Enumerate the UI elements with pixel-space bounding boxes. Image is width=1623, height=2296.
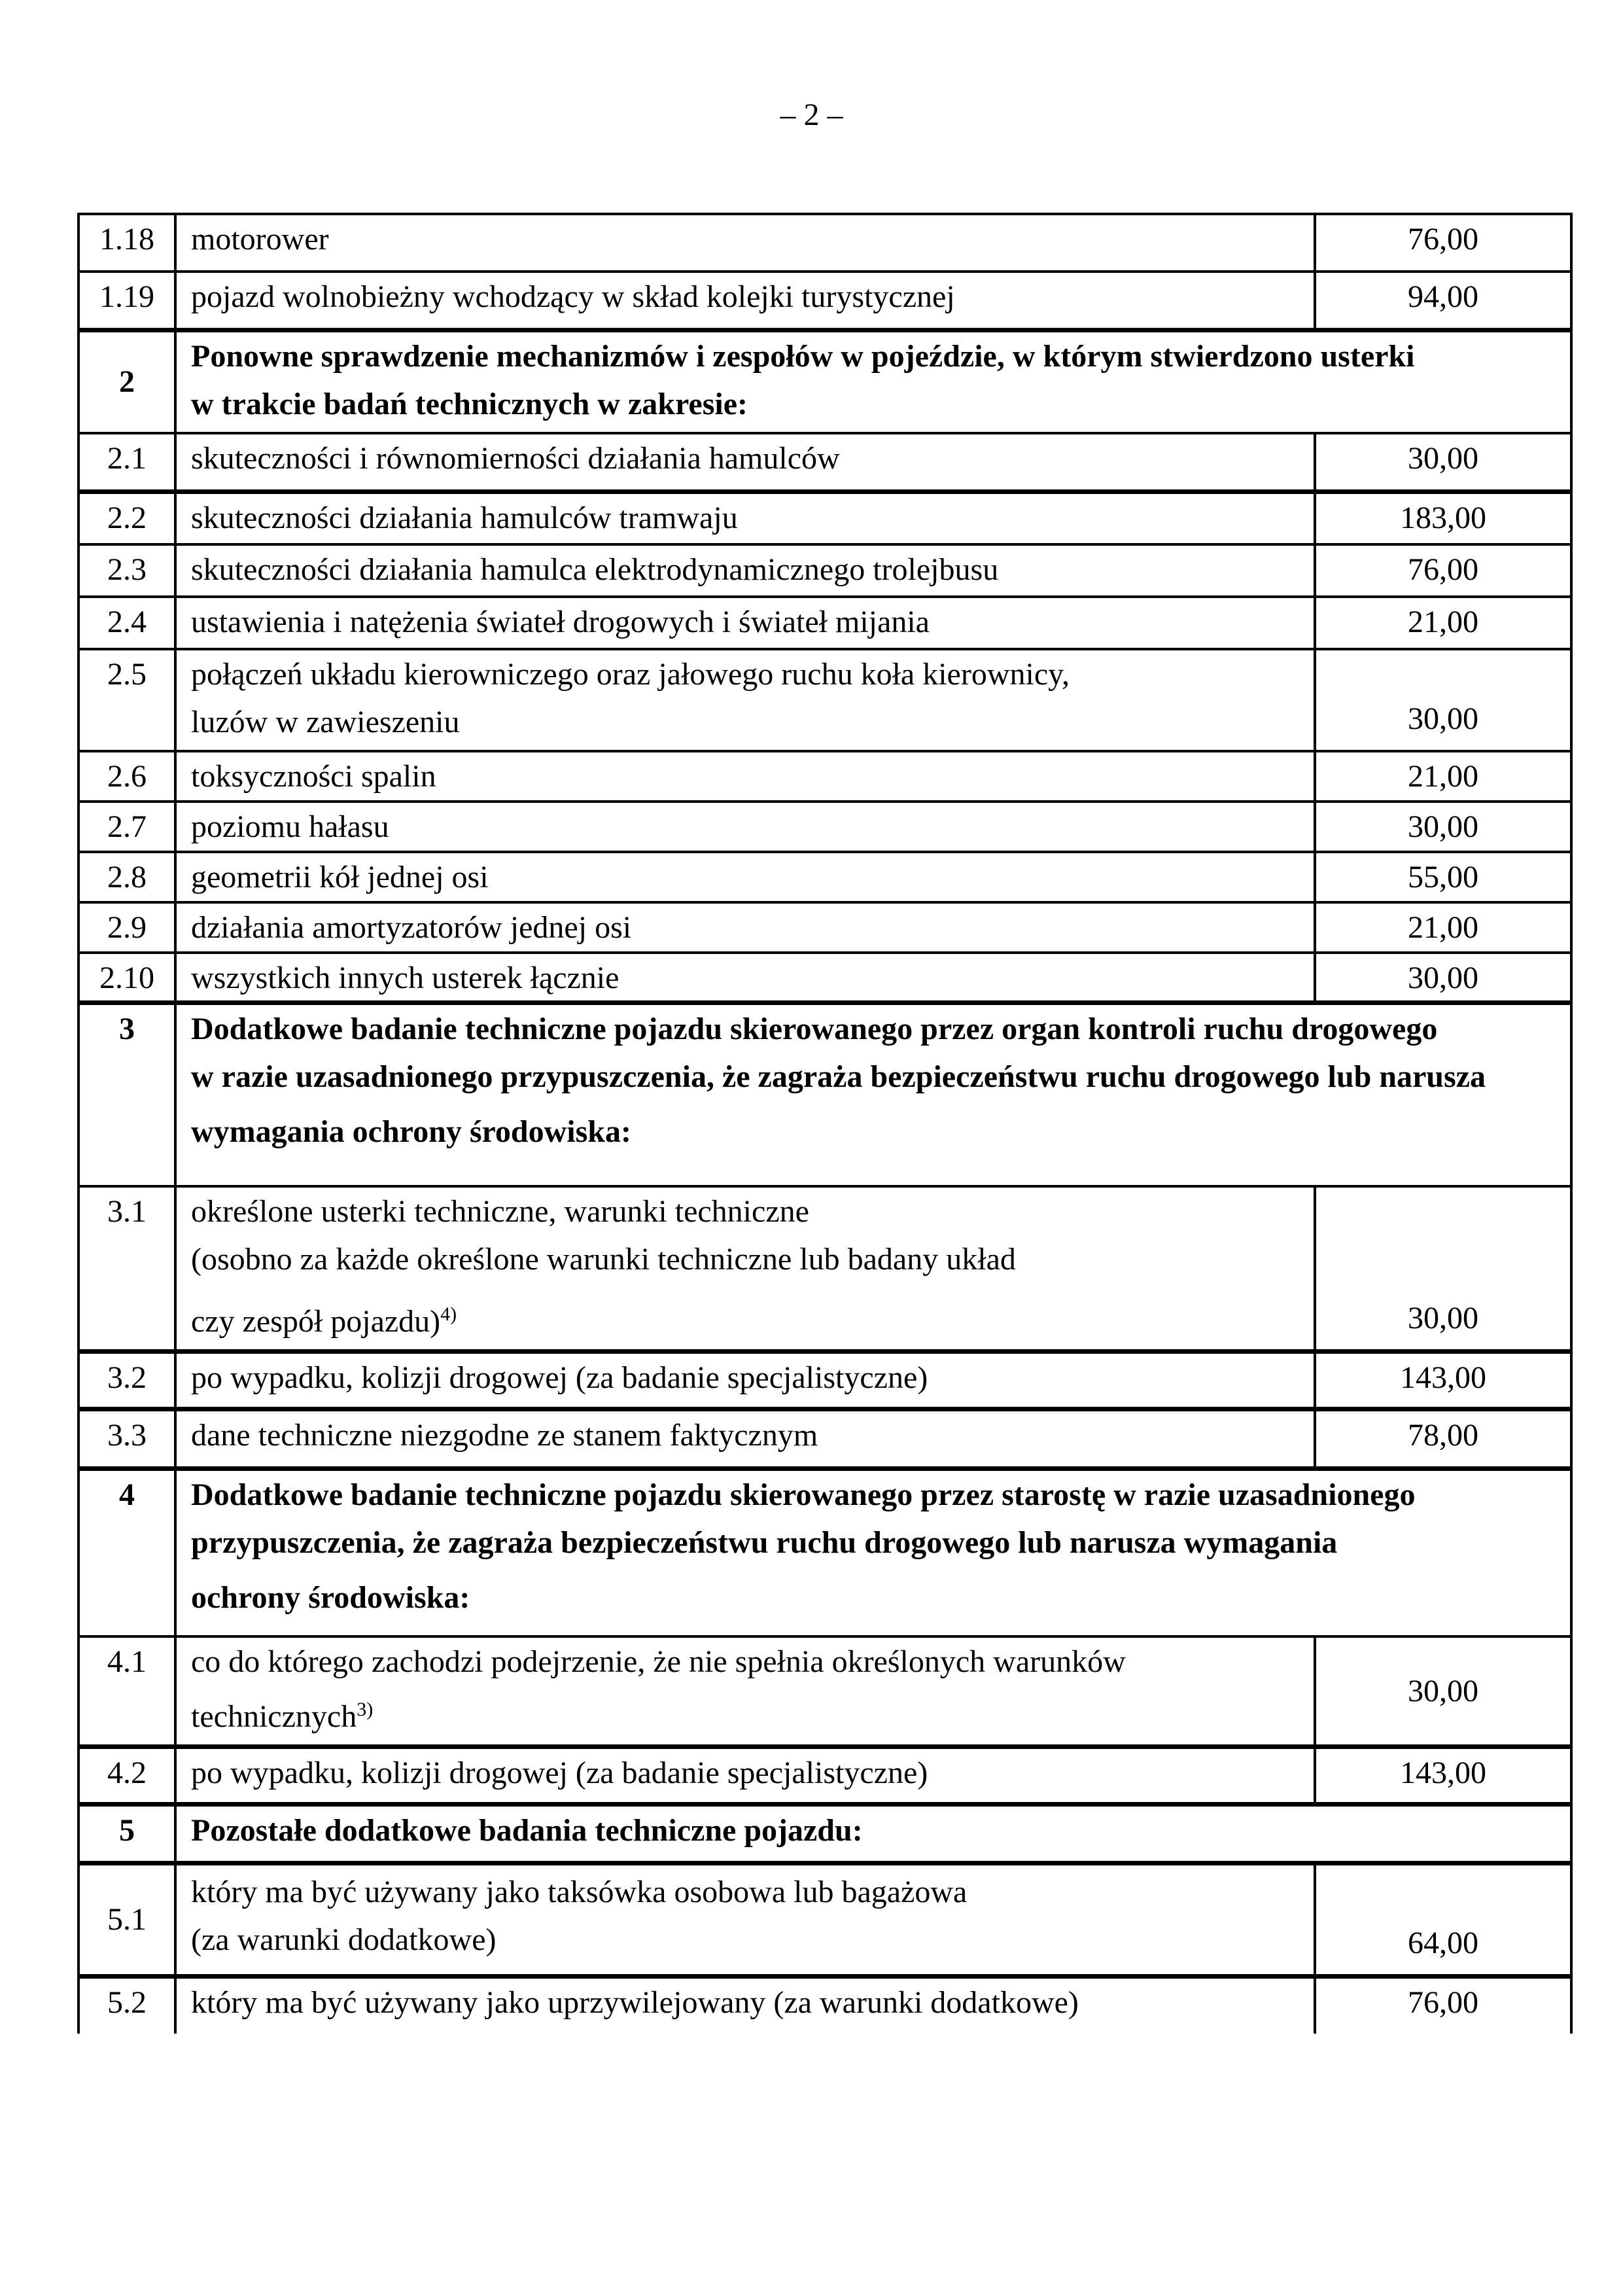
row-fee: 78,00 — [1315, 1409, 1571, 1468]
row-description: połączeń układu kierowniczego oraz jałowego ruchu koła kierownicy, luzów w zawieszeniu — [175, 649, 1315, 751]
row-description: ustawienia i natężenia świateł drogowych i świateł mijania — [175, 597, 1315, 649]
row-description: Dodatkowe badanie techniczne pojazdu skierowanego przez organ kontroli ruchu drogowego w razie uzasadnionego przypuszczenia, że zagraża bezpieczeństwu ruchu drogowego lub narusza wymagania ochrony środowiska: — [175, 1003, 1571, 1186]
table-row-2-5 — [79, 649, 1571, 751]
row-number: 2.1 — [79, 433, 175, 492]
table-row-1-18 — [79, 214, 1571, 272]
table-row-2-4 — [79, 597, 1571, 649]
row-description: działania amortyzatorów jednej osi — [175, 902, 1315, 953]
row-number: 1.18 — [79, 214, 175, 272]
table-row-5-1 — [79, 1863, 1571, 1977]
row-number: 3.3 — [79, 1409, 175, 1468]
table-row-2-6 — [79, 751, 1571, 802]
row-number: 4.2 — [79, 1747, 175, 1805]
row-fee: 30,00 — [1315, 1186, 1571, 1352]
row-fee: 21,00 — [1315, 597, 1571, 649]
row-number: 2 — [79, 330, 175, 433]
fees-table — [77, 213, 1573, 2034]
row-description: po wypadku, kolizji drogowej (za badanie specjalistyczne) — [175, 1351, 1315, 1409]
table-row-1-19 — [79, 272, 1571, 330]
row-description: poziomu hałasu — [175, 802, 1315, 852]
table-row-2-9 — [79, 902, 1571, 953]
table-row-3-1 — [79, 1186, 1571, 1352]
row-fee: 30,00 — [1315, 1636, 1571, 1747]
row-number: 3.2 — [79, 1351, 175, 1409]
row-number: 2.6 — [79, 751, 175, 802]
row-description: który ma być używany jako taksówka osobowa lub bagażowa (za warunki dodatkowe) — [175, 1863, 1315, 1977]
row-fee: 76,00 — [1315, 1977, 1571, 2034]
row-fee: 55,00 — [1315, 852, 1571, 902]
table-row-2-7 — [79, 802, 1571, 852]
row-number: 5.2 — [79, 1977, 175, 2034]
row-fee: 30,00 — [1315, 953, 1571, 1003]
row-fee: 64,00 — [1315, 1863, 1571, 1977]
table-row-4-2 — [79, 1747, 1571, 1805]
row-description: dane techniczne niezgodne ze stanem faktycznym — [175, 1409, 1315, 1468]
row-description: wszystkich innych usterek łącznie — [175, 953, 1315, 1003]
row-description: po wypadku, kolizji drogowej (za badanie specjalistyczne) — [175, 1747, 1315, 1805]
table-row-2-1 — [79, 433, 1571, 492]
row-description: który ma być używany jako uprzywilejowany (za warunki dodatkowe) — [175, 1977, 1315, 2034]
row-description: toksyczności spalin — [175, 751, 1315, 802]
row-fee: 143,00 — [1315, 1747, 1571, 1805]
row-fee: 76,00 — [1315, 214, 1571, 272]
table-row-3-3 — [79, 1409, 1571, 1468]
row-description: Ponowne sprawdzenie mechanizmów i zespołów w pojeździe, w którym stwierdzono usterki w trakcie badań technicznych w zakresie: — [175, 330, 1571, 433]
row-fee: 30,00 — [1315, 433, 1571, 492]
table-row-3-2 — [79, 1351, 1571, 1409]
row-number: 2.4 — [79, 597, 175, 649]
row-number: 3 — [79, 1003, 175, 1186]
row-number: 4.1 — [79, 1636, 175, 1747]
row-description: geometrii kół jednej osi — [175, 852, 1315, 902]
row-description: co do którego zachodzi podejrzenie, że nie spełnia określonych warunków technicznych$^{3)}$ — [175, 1636, 1315, 1747]
row-number: 2.8 — [79, 852, 175, 902]
row-number: 2.3 — [79, 544, 175, 597]
table-row-5-2 — [79, 1977, 1571, 2034]
row-description: określone usterki techniczne, warunki techniczne (osobno za każde określone warunki techniczne lub badany układ czy zespół pojazdu)$^{4)}$ — [175, 1186, 1315, 1352]
footnote-marker: 3) — [357, 1699, 374, 1720]
row-number: 5.1 — [79, 1863, 175, 1977]
row-description: Pozostałe dodatkowe badania techniczne pojazdu: — [175, 1805, 1571, 1863]
row-number: 3.1 — [79, 1186, 175, 1352]
row-description: pojazd wolnobieżny wchodzący w skład kolejki turystycznej — [175, 272, 1315, 330]
row-number: 2.7 — [79, 802, 175, 852]
row-description: skuteczności działania hamulca elektrodynamicznego trolejbusu — [175, 544, 1315, 597]
row-fee: 30,00 — [1315, 649, 1571, 751]
row-fee: 30,00 — [1315, 802, 1571, 852]
row-fee: 76,00 — [1315, 544, 1571, 597]
table-row-2-2 — [79, 492, 1571, 544]
table-row-2-3 — [79, 544, 1571, 597]
row-fee: 21,00 — [1315, 751, 1571, 802]
row-description: motorower — [175, 214, 1315, 272]
table-row-3-header — [79, 1003, 1571, 1186]
table-row-4-header — [79, 1468, 1571, 1636]
page-number: – 2 – — [780, 97, 843, 132]
table-row-5-header — [79, 1805, 1571, 1863]
row-fee: 143,00 — [1315, 1351, 1571, 1409]
table-row-2-8 — [79, 852, 1571, 902]
table-row-4-1 — [79, 1636, 1571, 1747]
table-row-2-header — [79, 330, 1571, 433]
row-number: 2.2 — [79, 492, 175, 544]
footnote-marker: 4) — [440, 1303, 457, 1325]
row-description: Dodatkowe badanie techniczne pojazdu skierowanego przez starostę w razie uzasadnionego przypuszczenia, że zagraża bezpieczeństwu ruchu drogowego lub narusza wymagania ochrony środowiska: — [175, 1468, 1571, 1636]
row-number: 2.5 — [79, 649, 175, 751]
row-number: 2.10 — [79, 953, 175, 1003]
row-number: 2.9 — [79, 902, 175, 953]
row-number: 4 — [79, 1468, 175, 1636]
row-fee: 94,00 — [1315, 272, 1571, 330]
row-fee: 183,00 — [1315, 492, 1571, 544]
row-description: skuteczności działania hamulców tramwaju — [175, 492, 1315, 544]
row-number: 5 — [79, 1805, 175, 1863]
row-fee: 21,00 — [1315, 902, 1571, 953]
row-number: 1.19 — [79, 272, 175, 330]
row-description: skuteczności i równomierności działania hamulców — [175, 433, 1315, 492]
table-row-2-10 — [79, 953, 1571, 1003]
